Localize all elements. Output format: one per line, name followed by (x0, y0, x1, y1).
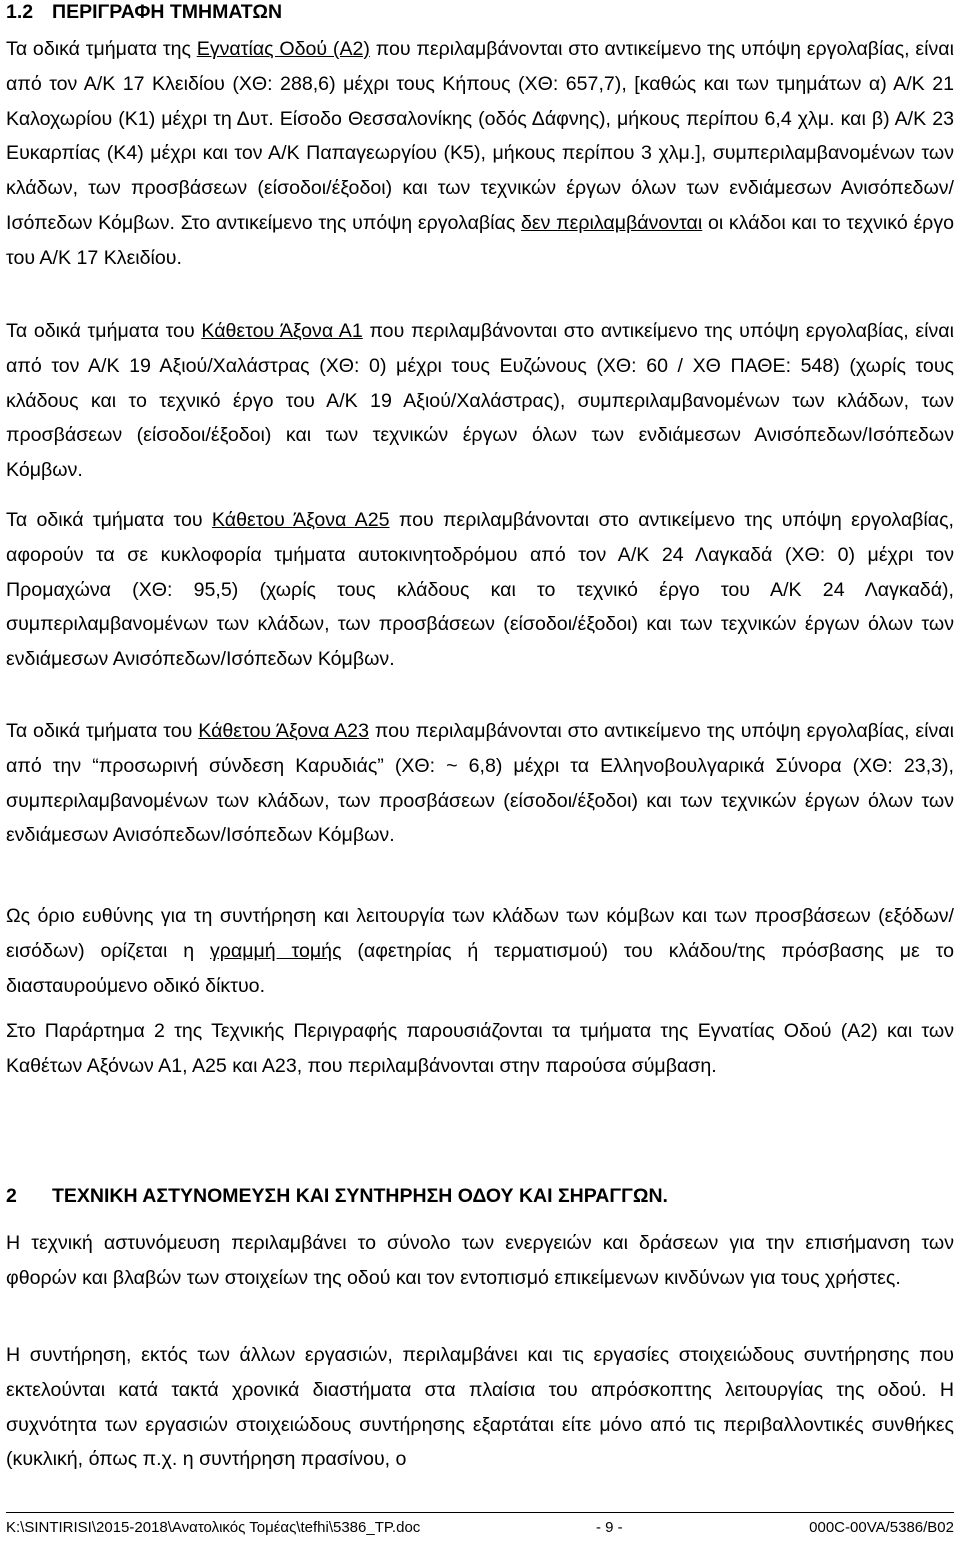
underlined-egnatia: Εγνατίας Οδού (Α2) (196, 38, 370, 60)
section-number: 2 (6, 1185, 17, 1207)
underlined-section-line: γραμμή τομής (209, 939, 342, 962)
paragraph-technical-policing: Η τεχνική αστυνόμευση περιλαμβάνει το σύνολο των ενεργειών και δράσεων για την επισήμανση των φθορών και βλαβών των στοιχείων της οδού και τον εντοπισμό επικείμενων κινδύνων για τους χρήστες. (6, 1232, 954, 1289)
underlined-axis-a1: Κάθετου Άξονα Α1 (201, 320, 363, 342)
underlined-axis-a23: Κάθετου Άξονα Α23 (198, 720, 369, 742)
section-number: 1.2 (6, 1, 34, 23)
paragraph-axis-a1: Τα οδικά τμήματα του Κάθετου Άξονα Α1 που περιλαμβάνονται στο αντικείμενο της υπόψη εργολαβίας, είναι από τον Α/Κ 19 Αξιού/Χαλάστρας (ΧΘ: 0) μέχρι τους Ευζώνους (ΧΘ: 60 / ΧΘ ΠΑΘΕ: 548) (χωρίς τους κλάδους και το τεχνικό έργο του Α/Κ 19 Αξιού/Χαλάστρας), συμπεριλαμβανομένων των κλάδων, των προσβάσεων (είσοδοι/έξοδοι) και των τεχνικών έργων όλων των ενδιάμεσων Ανισόπεδων/Ισόπεδων Κόμβων. (6, 320, 954, 482)
footer-document-code: 000C-00VA/5386/B02 (809, 1519, 954, 1536)
paragraph-egnatia: Τα οδικά τμήματα της Εγνατίας Οδού (Α2) που περιλαμβάνονται στο αντικείμενο της υπόψη εργολαβίας, είναι από τον Α/Κ 17 Κλειδίου (ΧΘ: 288,6) μέχρι τους Κήπους (ΧΘ: 657,7), [καθώς και των τμημάτων α) Α/Κ 21 Καλοχωρίου (Κ1) μέχρι τη Δυτ. Είσοδο Θεσσαλονίκης (οδός Δάφνης), μήκους περίπου 6,4 χλμ. και β) Α/Κ 23 Ευκαρπίας (Κ4) μέχρι και τον Α/Κ Παπαγεωργίου (Κ5), μήκους περίπου 3 χλμ.], συμπεριλαμβανομένων των κλάδων, των προσβάσεων (είσοδοι/έξοδοι) και των τεχνικών έργων όλων των ενδιάμεσων Ανισόπεδων/Ισόπεδων Κόμβων. Στο αντικείμενο της υπόψη εργολαβίας δεν περιλαμβάνονται οι κλάδοι και το τεχνικό έργο του Α/Κ 17 Κλειδίου. (6, 38, 955, 269)
paragraph-annex-2: Στο Παράρτημα 2 της Τεχνικής Περιγραφής παρουσιάζονται τα τμήματα της Εγνατίας Οδού (Α2) και των Καθέτων Αξόνων Α1, Α25 και Α23, που περιλαμβάνονται στην παρούσα σύμβαση. (6, 1020, 954, 1077)
section-title: ΠΕΡΙΓΡΑΦΗ ΤΜΗΜΑΤΩΝ (52, 1, 283, 23)
paragraph-axis-a23: Τα οδικά τμήματα του Κάθετου Άξονα Α23 που περιλαμβάνονται στο αντικείμενο της υπόψη εργολαβίας, είναι από την “προσωρινή σύνδεση Καρυδιάς” (ΧΘ: ~ 6,8) μέχρι τα Ελληνοβουλγαρικά Σύνορα (ΧΘ: 23,3), συμπεριλαμβανομένων των κλάδων, των προσβάσεων (είσοδοι/έξοδοι) και των τεχνικών έργων όλων των ενδιάμεσων Ανισόπεδων/Ισόπεδων Κόμβων. (6, 720, 954, 847)
underlined-axis-a25: Κάθετου Άξονα Α25 (211, 509, 390, 531)
paragraph-responsibility-limit: Ως όριο ευθύνης για τη συντήρηση και λειτουργία των κλάδων των κόμβων και των προσβάσεων (εξόδων/εισόδων) ορίζεται η γραμμή τομής (αφετηρίας ή τερματισμού) του κλάδου/της πρόσβασης με το διασταυρούμενο οδικό δίκτυο. (6, 905, 954, 997)
footer-page-number: - 9 - (596, 1519, 623, 1536)
section-heading-2 (6, 1187, 668, 1207)
underlined-exclusion: δεν περιλαμβάνονται (521, 211, 703, 234)
paragraph-maintenance: Η συντήρηση, εκτός των άλλων εργασιών, περιλαμβάνει και τις εργασίες στοιχειώδους συντήρησης που εκτελούνται κατά τακτά χρονικά διαστήματα στα πλαίσια του απρόσκοπτης λειτουργίας της οδού. Η συχνότητα των εργασιών στοιχειώδους συντήρησης εξαρτάται είτε μόνο από τις περιβαλλοντικές συνθήκες (κυκλική, όπως π.χ. η συντήρηση πρασίνου, ο (6, 1344, 954, 1471)
section-heading-1-2 (6, 3, 282, 23)
page-footer (6, 1512, 954, 1543)
section-title: ΤΕΧΝΙΚΗ ΑΣΤΥΝΟΜΕΥΣΗ ΚΑΙ ΣΥΝΤΗΡΗΣΗ ΟΔΟΥ ΚΑΙ ΣΗΡΑΓΓΩΝ. (52, 1185, 668, 1207)
footer-file-path: K:\SINTIRISI\2015-2018\Ανατολικός Τομέας\tefhi\5386_TP.doc (6, 1519, 421, 1536)
paragraph-axis-a25: Τα οδικά τμήματα του Κάθετου Άξονα Α25 που περιλαμβάνονται στο αντικείμενο της υπόψη εργολαβίας, αφορούν τα σε κυκλοφορία τμήματα αυτοκινητοδρόμου από τον Α/Κ 24 Λαγκαδά (ΧΘ: 0) μέχρι τον Προμαχώνα (ΧΘ: 95,5) (χωρίς τους κλάδους και το τεχνικό έργο του Α/Κ 24 Λαγκαδά), συμπεριλαμβανομένων των κλάδων, των προσβάσεων (είσοδοι/έξοδοι) και των τεχνικών έργων όλων των ενδιάμεσων Ανισόπεδων/Ισόπεδων Κόμβων. (6, 509, 954, 671)
